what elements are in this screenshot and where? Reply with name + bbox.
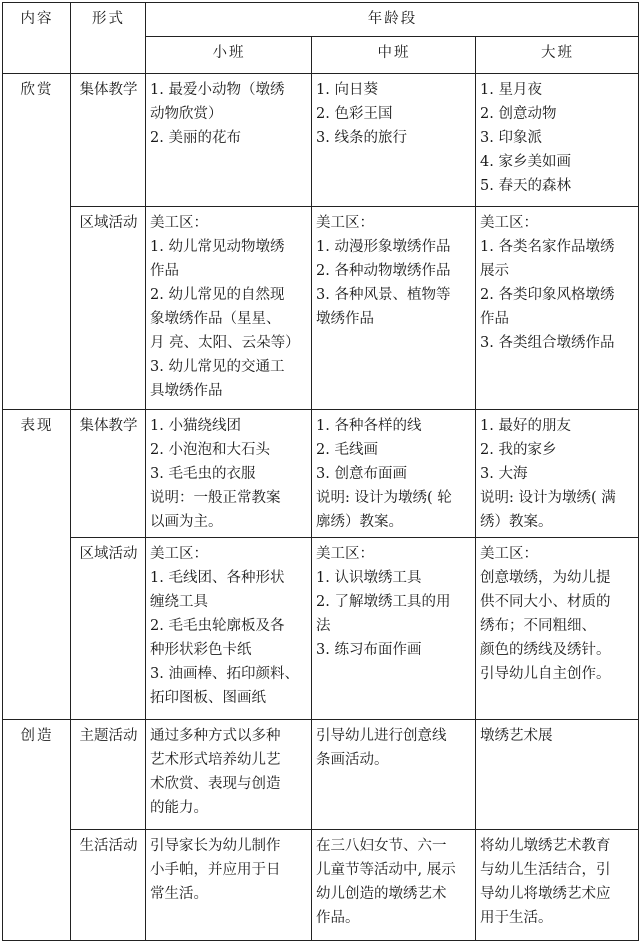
cell-text-line: 术欣赏、表现与创造	[150, 776, 281, 792]
cell-large	[476, 720, 639, 830]
cell-text-line: 1. 认识墩绣工具	[316, 570, 422, 586]
cell-text-line: 2. 我的家乡	[480, 442, 557, 458]
cell-text-line: 绣布；不同粗细、	[480, 618, 596, 634]
cell-text-line: 1. 最好的朋友	[480, 418, 571, 434]
cell-text-line: 2. 幼儿常见的自然现	[150, 287, 285, 303]
cell-text-line: 2. 色彩王国	[316, 106, 393, 122]
cell-text-line: 幼儿创造的墩绣艺术	[316, 886, 447, 902]
cell-text-line: 3. 毛毛虫的衣服	[150, 466, 256, 482]
cell-text-line: 1. 向日葵	[316, 82, 378, 98]
header-form: 形式	[71, 3, 146, 74]
cell-text-line: 美工区：	[150, 215, 208, 231]
form-label: 主题活动	[71, 720, 146, 830]
cell-text-line: 美工区：	[316, 546, 374, 562]
cell-text-line: 动物欣赏）	[150, 106, 223, 122]
cell-text-line: 导幼儿将墩绣艺术应	[480, 886, 611, 902]
cell-text-line: 5. 春天的森林	[480, 178, 571, 194]
cell-text-line: 创意墩绣，为幼儿提	[480, 570, 611, 586]
cell-text-line: 2. 毛毛虫轮廓板及各	[150, 618, 285, 634]
section-label-create: 创造	[3, 720, 71, 941]
header-large-class: 大班	[476, 37, 639, 74]
cell-text-line: 3. 各种风景、植物等	[316, 287, 451, 303]
cell-text-line: 条画活动。	[316, 752, 389, 768]
cell-text-line: 法	[316, 618, 331, 634]
header-small-class: 小班	[146, 37, 312, 74]
table-row	[3, 74, 639, 207]
table-row	[3, 830, 639, 941]
table-row	[3, 720, 639, 830]
cell-text-line: 通过多种方式以多种	[150, 728, 281, 744]
cell-text-line: 1. 幼儿常见动物墩绣	[150, 239, 285, 255]
cell-text-line: 说明: 设计为墩绣( 满	[480, 490, 616, 506]
table-row	[3, 410, 639, 538]
cell-text-line: 的能力。	[150, 800, 208, 816]
header-middle-class: 中班	[312, 37, 476, 74]
cell-text-line: 种形状彩色卡纸	[150, 642, 252, 658]
cell-text-line: 美工区：	[150, 546, 208, 562]
cell-text-line: 美工区：	[480, 215, 538, 231]
cell-text-line: 艺术形式培养幼儿艺	[150, 752, 281, 768]
cell-text-line: 美工区：	[480, 546, 538, 562]
header-row-1	[3, 3, 639, 37]
cell-text-line: 展示	[480, 263, 509, 279]
cell-middle	[312, 410, 476, 538]
cell-small	[146, 830, 312, 941]
cell-large	[476, 410, 639, 538]
cell-small	[146, 538, 312, 720]
cell-text-line: 以画为主。	[150, 514, 223, 530]
cell-text-line: 2. 毛线画	[316, 442, 378, 458]
cell-text-line: 拓印图板、图画纸	[150, 690, 266, 706]
cell-text-line: 作品	[150, 263, 179, 279]
cell-text-line: 3. 各类组合墩绣作品	[480, 335, 615, 351]
cell-text-line: 引导幼儿进行创意线	[316, 728, 447, 744]
cell-text-line: 说明：一般正常教案	[150, 490, 281, 506]
cell-text-line: 2. 创意动物	[480, 106, 557, 122]
cell-text-line: 1. 毛线团、各种形状	[150, 570, 285, 586]
form-label: 集体教学	[71, 74, 146, 207]
form-label: 生活活动	[71, 830, 146, 941]
cell-text-line: 供不同大小、材质的	[480, 594, 611, 610]
cell-small	[146, 74, 312, 207]
cell-text-line: 2. 各类印象风格墩绣	[480, 287, 615, 303]
cell-text-line: 说明: 设计为墩绣( 轮	[316, 490, 452, 506]
cell-middle	[312, 538, 476, 720]
cell-text-line: 将幼儿墩绣艺术教育	[480, 838, 611, 854]
cell-middle	[312, 74, 476, 207]
cell-text-line: 4. 家乡美如画	[480, 154, 571, 170]
cell-text-line: 绣）教案。	[480, 514, 553, 530]
cell-text-line: 墩绣艺术展	[480, 728, 553, 744]
cell-large	[476, 207, 639, 410]
cell-text-line: 3. 大海	[480, 466, 528, 482]
cell-text-line: 2. 美丽的花布	[150, 130, 241, 146]
form-label: 区域活动	[71, 538, 146, 720]
cell-text-line: 儿童节等活动中, 展示	[316, 862, 456, 878]
cell-text-line: 小手帕，并应用于日	[150, 862, 281, 878]
cell-text-line: 月 亮、太阳、云朵等）	[150, 335, 300, 351]
cell-text-line: 1. 各种各样的线	[316, 418, 422, 434]
cell-small	[146, 410, 312, 538]
cell-text-line: 与幼儿生活结合，引	[480, 862, 611, 878]
cell-text-line: 用于生活。	[480, 910, 553, 926]
cell-text-line: 1. 小猫绕线团	[150, 418, 241, 434]
cell-middle	[312, 830, 476, 941]
cell-text-line: 具墩绣作品	[150, 383, 223, 399]
cell-text-line: 常生活。	[150, 886, 208, 902]
cell-large	[476, 538, 639, 720]
form-label: 区域活动	[71, 207, 146, 410]
cell-text-line: 2. 了解墩绣工具的用	[316, 594, 451, 610]
cell-small	[146, 207, 312, 410]
curriculum-table	[2, 2, 639, 941]
cell-text-line: 3. 印象派	[480, 130, 542, 146]
cell-text-line: 廓绣）教案。	[316, 514, 403, 530]
cell-text-line: 引导幼儿自主创作。	[480, 666, 611, 682]
cell-middle	[312, 720, 476, 830]
cell-text-line: 墩绣作品	[316, 311, 374, 327]
cell-text-line: 1. 最爱小动物（墩绣	[150, 82, 285, 98]
cell-text-line: 作品。	[316, 910, 360, 926]
cell-text-line: 3. 练习布面作画	[316, 642, 422, 658]
header-age-group: 年龄段	[146, 3, 639, 37]
header-content: 内容	[3, 3, 71, 74]
cell-text-line: 在三八妇女节、六一	[316, 838, 447, 854]
cell-text-line: 1. 各类名家作品墩绣	[480, 239, 615, 255]
cell-text-line: 3. 创意布面画	[316, 466, 407, 482]
cell-text-line: 2. 小泡泡和大石头	[150, 442, 270, 458]
form-label: 集体教学	[71, 410, 146, 538]
cell-text-line: 2. 各种动物墩绣作品	[316, 263, 451, 279]
cell-text-line: 3. 线条的旅行	[316, 130, 407, 146]
cell-middle	[312, 207, 476, 410]
cell-text-line: 作品	[480, 311, 509, 327]
cell-text-line: 颜色的绣线及绣针。	[480, 642, 611, 658]
section-label-appreciate: 欣赏	[3, 74, 71, 410]
cell-text-line: 美工区：	[316, 215, 374, 231]
table-row	[3, 207, 639, 410]
cell-large	[476, 830, 639, 941]
cell-large	[476, 74, 639, 207]
cell-text-line: 引导家长为幼儿制作	[150, 838, 281, 854]
cell-small	[146, 720, 312, 830]
cell-text-line: 1. 动漫形象墩绣作品	[316, 239, 451, 255]
cell-text-line: 象墩绣作品（星星、	[150, 311, 281, 327]
cell-text-line: 1. 星月夜	[480, 82, 542, 98]
cell-text-line: 3. 幼儿常见的交通工	[150, 359, 285, 375]
cell-text-line: 3. 油画棒、拓印颜料、	[150, 666, 299, 682]
table-row	[3, 538, 639, 720]
section-label-express: 表现	[3, 410, 71, 720]
cell-text-line: 缠绕工具	[150, 594, 208, 610]
